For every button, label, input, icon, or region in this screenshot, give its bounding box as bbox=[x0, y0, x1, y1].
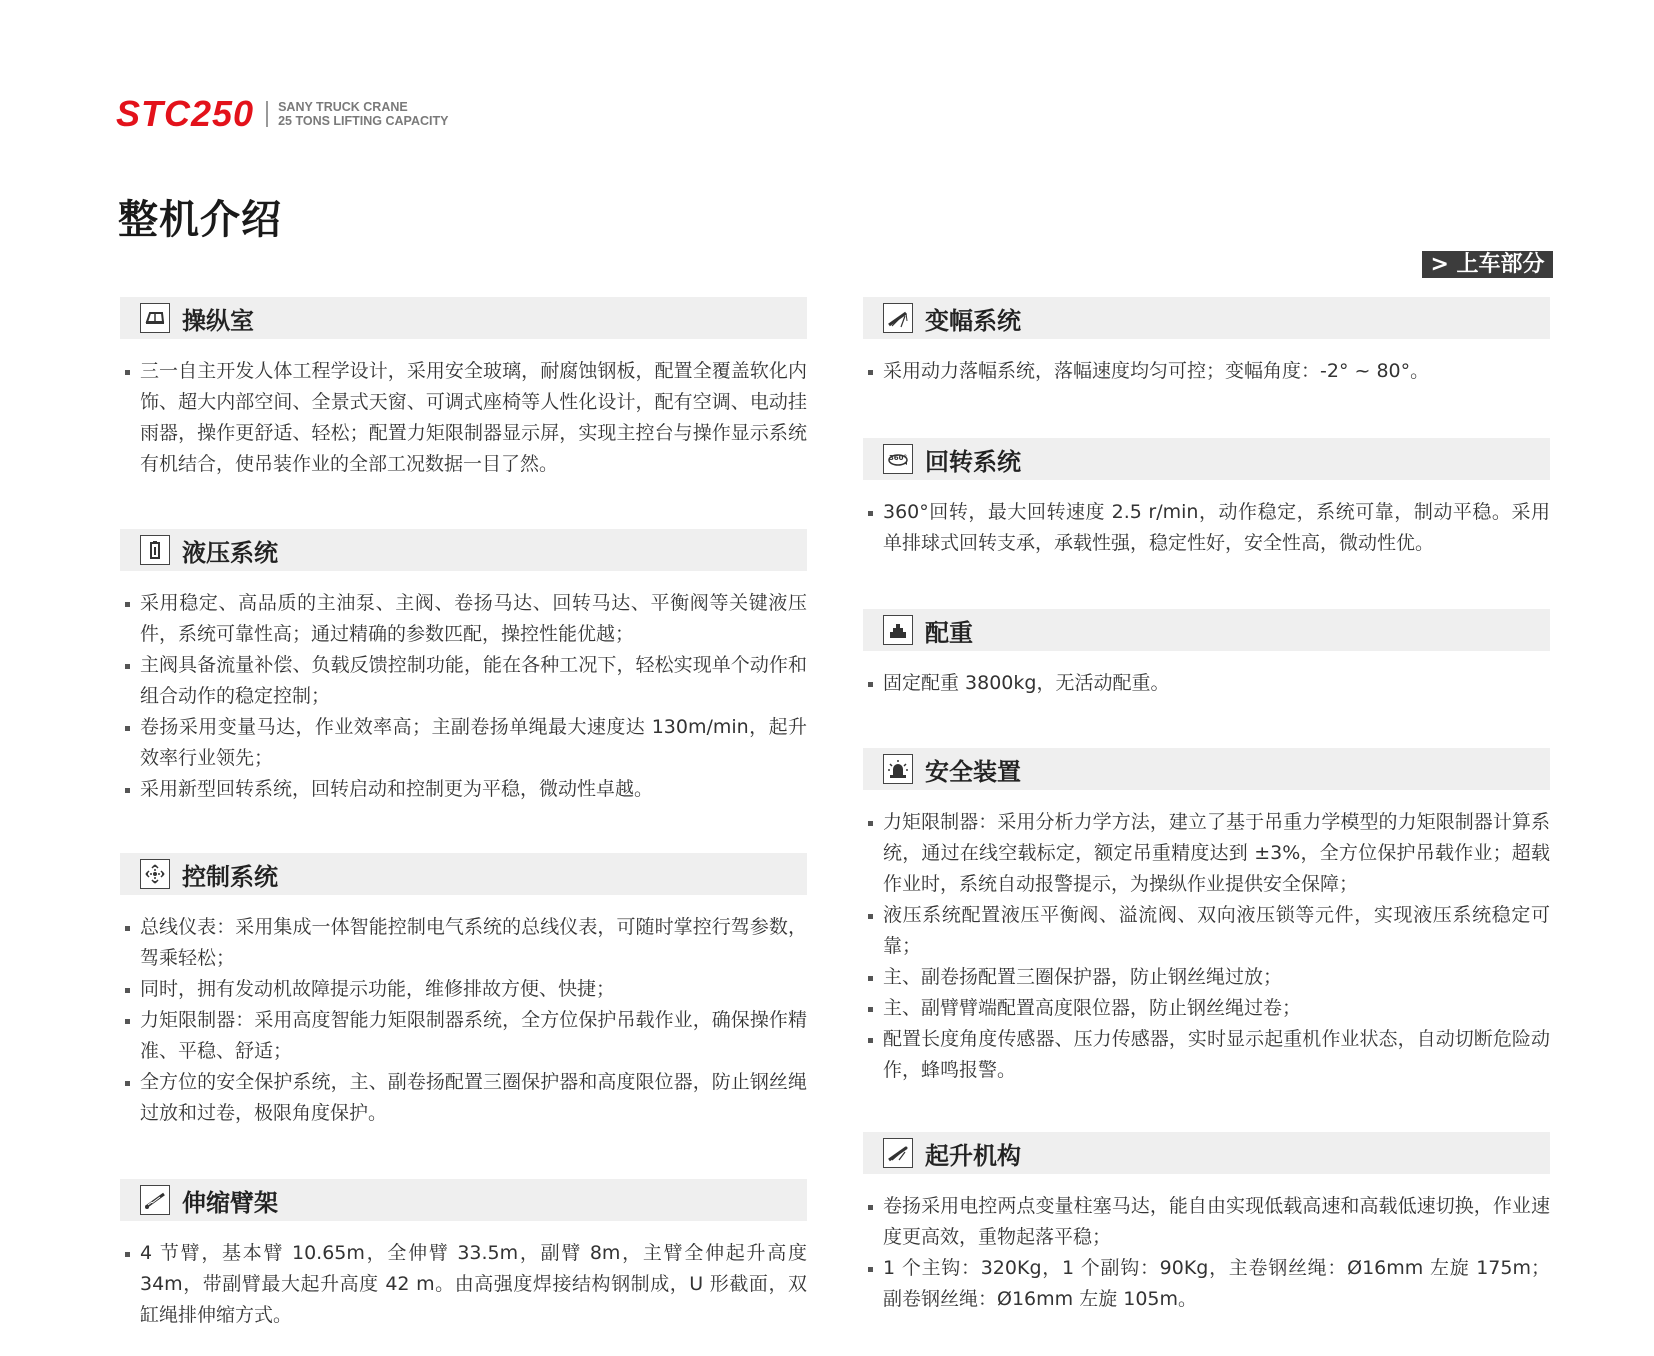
bullet-item: 固定配重 3800kg，无活动配重。 bbox=[863, 668, 1550, 699]
section-left-2 bbox=[120, 853, 807, 1129]
section-bullet-list bbox=[863, 651, 1550, 699]
section-right-4 bbox=[863, 1132, 1550, 1315]
section-bullet-list bbox=[863, 339, 1550, 387]
bullet-item: 液压系统配置液压平衡阀、溢流阀、双向液压锁等元件，实现液压系统稳定可靠； bbox=[863, 900, 1550, 962]
slewing-360-icon bbox=[883, 444, 913, 474]
section-right-3 bbox=[863, 748, 1550, 1086]
bullet-item: 配置长度角度传感器、压力传感器，实时显示起重机作业状态，自动切断危险动作，蜂鸣报警。 bbox=[863, 1024, 1550, 1086]
bullet-item: 总线仪表：采用集成一体智能控制电气系统的总线仪表，可随时掌控行驾参数，驾乘轻松； bbox=[120, 912, 807, 974]
section-bullet-list bbox=[863, 790, 1550, 1086]
bullet-item: 主、副臂臂端配置高度限位器，防止钢丝绳过卷； bbox=[863, 993, 1550, 1024]
section-bullet-list bbox=[863, 480, 1550, 559]
section-bullet-list bbox=[863, 1174, 1550, 1315]
section-title: 液压系统 bbox=[182, 538, 278, 567]
bullet-item: 力矩限制器：采用高度智能力矩限制器系统，全方位保护吊载作业，确保操作精准、平稳、舒适； bbox=[120, 1005, 807, 1067]
section-title: 回转系统 bbox=[925, 447, 1021, 476]
bullet-item: 1 个主钩：320Kg，1 个副钩：90Kg，主卷钢丝绳：Ø16mm 左旋 175m；副卷钢丝绳：Ø16mm 左旋 105m。 bbox=[863, 1253, 1550, 1315]
section-title: 操纵室 bbox=[182, 306, 254, 335]
brand-tagline bbox=[278, 100, 448, 128]
bullet-item: 采用稳定、高品质的主油泵、主阀、卷扬马达、回转马达、平衡阀等关键液压件，系统可靠性高；通过精确的参数匹配，操控性能优越； bbox=[120, 588, 807, 650]
bullet-item: 采用动力落幅系统，落幅速度均匀可控；变幅角度：-2° ~ 80°。 bbox=[863, 356, 1550, 387]
bullet-item: 力矩限制器：采用分析力学方法，建立了基于吊重力学模型的力矩限制器计算系统，通过在线空载标定，额定吊重精度达到 ±3%，全方位保护吊载作业；超载作业时，系统自动报警提示，为操纵作业提供安全保障； bbox=[863, 807, 1550, 900]
section-left-0 bbox=[120, 297, 807, 480]
section-right-1 bbox=[863, 438, 1550, 559]
section-header bbox=[120, 1179, 807, 1221]
section-title: 起升机构 bbox=[925, 1141, 1021, 1170]
section-title: 伸缩臂架 bbox=[182, 1188, 278, 1217]
bullet-item: 主阀具备流量补偿、负载反馈控制功能，能在各种工况下，轻松实现单个动作和组合动作的稳定控制； bbox=[120, 650, 807, 712]
section-left-1 bbox=[120, 529, 807, 805]
section-tag: > 上车部分 bbox=[1422, 251, 1553, 278]
section-right-0 bbox=[863, 297, 1550, 387]
left-column bbox=[120, 297, 807, 1331]
section-header bbox=[120, 853, 807, 895]
page-title: 整机介绍 bbox=[118, 197, 282, 243]
right-column bbox=[863, 297, 1550, 1315]
hydraulic-icon bbox=[140, 535, 170, 565]
boom-icon bbox=[140, 1185, 170, 1215]
control-icon bbox=[140, 859, 170, 889]
brand-logo bbox=[116, 93, 449, 134]
svg-text:360°: 360° bbox=[888, 454, 908, 462]
bullet-item: 主、副卷扬配置三圈保护器，防止钢丝绳过放； bbox=[863, 962, 1550, 993]
section-header bbox=[863, 609, 1550, 651]
bullet-item: 360°回转，最大回转速度 2.5 r/min，动作稳定，系统可靠，制动平稳。采用单排球式回转支承，承载性强，稳定性好，安全性高，微动性优。 bbox=[863, 497, 1550, 559]
section-header bbox=[863, 297, 1550, 339]
luffing-icon bbox=[883, 303, 913, 333]
brand-tagline-line2: 25 TONS LIFTING CAPACITY bbox=[278, 114, 449, 128]
bullet-item: 卷扬采用电控两点变量柱塞马达，能自由实现低载高速和高载低速切换，作业速度更高效，重物起落平稳； bbox=[863, 1191, 1550, 1253]
section-title: 安全装置 bbox=[925, 757, 1021, 786]
section-title: 控制系统 bbox=[182, 862, 278, 891]
section-bullet-list bbox=[120, 339, 807, 480]
section-title: 变幅系统 bbox=[925, 306, 1021, 335]
section-bullet-list bbox=[120, 571, 807, 805]
section-header bbox=[863, 438, 1550, 480]
section-header bbox=[863, 748, 1550, 790]
cab-icon bbox=[140, 303, 170, 333]
hoist-icon bbox=[883, 1138, 913, 1168]
counterweight-icon bbox=[883, 615, 913, 645]
section-bullet-list bbox=[120, 895, 807, 1129]
section-bullet-list bbox=[120, 1221, 807, 1331]
section-header bbox=[863, 1132, 1550, 1174]
bullet-item: 4 节臂，基本臂 10.65m，全伸臂 33.5m，副臂 8m，主臂全伸起升高度 34m，带副臂最大起升高度 42 m。由高强度焊接结构钢制成，U 形截面，双缸绳排伸缩方式。 bbox=[120, 1238, 807, 1331]
section-right-2 bbox=[863, 609, 1550, 699]
bullet-item: 三一自主开发人体工程学设计，采用安全玻璃，耐腐蚀钢板，配置全覆盖软化内饰、超大内部空间、全景式天窗、可调式座椅等人性化设计，配有空调、电动挂雨器，操作更舒适、轻松；配置力矩限制器显示屏，实现主控台与操作显示系统有机结合，使吊装作业的全部工况数据一目了然。 bbox=[120, 356, 807, 480]
bullet-item: 全方位的安全保护系统，主、副卷扬配置三圈保护器和高度限位器，防止钢丝绳过放和过卷，极限角度保护。 bbox=[120, 1067, 807, 1129]
bullet-item: 同时，拥有发动机故障提示功能，维修排故方便、快捷； bbox=[120, 974, 807, 1005]
brand-tagline-line1: SANY TRUCK CRANE bbox=[278, 100, 408, 114]
section-header bbox=[120, 297, 807, 339]
section-title: 配重 bbox=[925, 618, 973, 647]
logo-divider bbox=[266, 101, 268, 127]
bullet-item: 卷扬采用变量马达，作业效率高；主副卷扬单绳最大速度达 130m/min，起升效率行业领先； bbox=[120, 712, 807, 774]
section-left-3 bbox=[120, 1179, 807, 1331]
bullet-item: 采用新型回转系统，回转启动和控制更为平稳，微动性卓越。 bbox=[120, 774, 807, 805]
model-name: STC250 bbox=[116, 93, 255, 134]
alarm-light-icon bbox=[883, 754, 913, 784]
section-header bbox=[120, 529, 807, 571]
